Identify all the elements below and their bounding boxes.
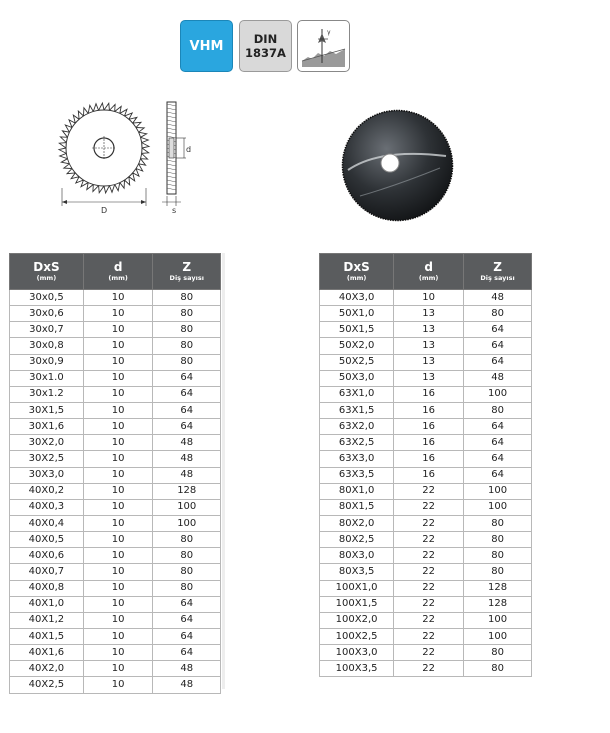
table-row — [10, 564, 221, 580]
table-row — [320, 645, 532, 661]
cell-d: 10 — [83, 661, 153, 677]
cell-dxs: 40X0,2 — [10, 483, 84, 499]
table-row — [10, 338, 221, 354]
din-label-line2: 1837A — [245, 46, 286, 60]
cell-dxs: 80X1,5 — [320, 499, 394, 515]
cell-d: 10 — [83, 532, 153, 548]
header-dxs-label: DxS — [343, 259, 370, 274]
table-row — [320, 467, 532, 483]
cell-z: 128 — [153, 483, 221, 499]
header-z — [464, 254, 532, 290]
header-dxs-unit: (mm) — [36, 273, 57, 282]
table-row — [10, 386, 221, 402]
header-d-label: d — [424, 259, 433, 274]
cell-dxs: 40X0,8 — [10, 580, 84, 596]
table-row — [320, 596, 532, 612]
table-shadow — [222, 253, 225, 689]
table-row — [320, 483, 532, 499]
cell-d: 10 — [83, 354, 153, 370]
cell-dxs: 30x0,7 — [10, 322, 84, 338]
cell-dxs: 30X3,0 — [10, 467, 84, 483]
cell-z: 64 — [153, 419, 221, 435]
cell-d: 22 — [394, 596, 464, 612]
cell-dxs: 100X2,5 — [320, 628, 394, 644]
table-row — [10, 483, 221, 499]
cell-z: 48 — [153, 467, 221, 483]
cell-d: 22 — [394, 483, 464, 499]
header-dxs — [10, 254, 84, 290]
cell-dxs: 100X3,0 — [320, 645, 394, 661]
table-row — [10, 580, 221, 596]
cell-z: 80 — [464, 661, 532, 677]
drawing-label-D: D — [101, 206, 108, 215]
cell-z: 48 — [153, 661, 221, 677]
cell-d: 10 — [83, 499, 153, 515]
table-row — [10, 435, 221, 451]
cell-dxs: 40X1,5 — [10, 628, 84, 644]
cell-z: 100 — [464, 386, 532, 402]
circular-saw-blade-photo — [340, 108, 455, 223]
cell-dxs: 40X3,0 — [320, 290, 394, 306]
table-row — [320, 322, 532, 338]
cell-z: 80 — [153, 580, 221, 596]
table-row — [10, 677, 221, 693]
drawing-label-d: d — [186, 145, 192, 154]
cell-z: 80 — [464, 306, 532, 322]
cell-z: 80 — [464, 515, 532, 531]
table-row — [10, 354, 221, 370]
cell-dxs: 50X1,0 — [320, 306, 394, 322]
cell-dxs: 40X0,6 — [10, 548, 84, 564]
table-row — [320, 306, 532, 322]
cell-z: 100 — [464, 483, 532, 499]
table-row — [10, 612, 221, 628]
cell-dxs: 50X1,5 — [320, 322, 394, 338]
cell-z: 64 — [464, 451, 532, 467]
cell-d: 10 — [83, 322, 153, 338]
cell-z: 128 — [464, 580, 532, 596]
cell-d: 10 — [83, 677, 153, 693]
cell-d: 16 — [394, 451, 464, 467]
cell-d: 22 — [394, 532, 464, 548]
table-row — [320, 402, 532, 418]
table-row — [320, 628, 532, 644]
table-row — [320, 451, 532, 467]
table-row — [10, 290, 221, 306]
cell-dxs: 40X1,2 — [10, 612, 84, 628]
cell-z: 64 — [153, 628, 221, 644]
header-z-unit: Diş sayısı — [169, 273, 204, 282]
saw-cutting-icon — [297, 20, 350, 72]
table-row — [10, 419, 221, 435]
cell-z: 48 — [153, 677, 221, 693]
table-row — [320, 564, 532, 580]
cell-d: 10 — [83, 435, 153, 451]
cell-dxs: 80X1,0 — [320, 483, 394, 499]
table-row — [10, 322, 221, 338]
cell-dxs: 40X0,4 — [10, 515, 84, 531]
cell-z: 80 — [153, 338, 221, 354]
cell-dxs: 63X3,5 — [320, 467, 394, 483]
table-row — [10, 548, 221, 564]
cell-z: 64 — [153, 386, 221, 402]
cell-d: 13 — [394, 354, 464, 370]
cell-dxs: 63X1,5 — [320, 402, 394, 418]
header-z-label: Z — [182, 259, 192, 274]
cell-d: 22 — [394, 612, 464, 628]
table-row — [320, 290, 532, 306]
cell-d: 10 — [83, 580, 153, 596]
cell-z: 100 — [153, 515, 221, 531]
cell-z: 64 — [464, 322, 532, 338]
cell-d: 22 — [394, 661, 464, 677]
cell-z: 64 — [153, 596, 221, 612]
header-z-label: Z — [493, 259, 502, 274]
table-row — [10, 402, 221, 418]
cell-dxs: 100X1,5 — [320, 596, 394, 612]
cell-d: 10 — [83, 290, 153, 306]
cell-z: 80 — [153, 322, 221, 338]
spec-table-right — [319, 253, 532, 677]
table-row — [10, 515, 221, 531]
cell-dxs: 30x1.0 — [10, 370, 84, 386]
cell-d: 13 — [394, 338, 464, 354]
table-row — [320, 661, 532, 677]
cell-z: 80 — [464, 402, 532, 418]
cell-d: 22 — [394, 515, 464, 531]
table-row — [10, 467, 221, 483]
cell-z: 64 — [464, 354, 532, 370]
cell-dxs: 63X2,5 — [320, 435, 394, 451]
table-row — [320, 435, 532, 451]
cell-dxs: 50X3,0 — [320, 370, 394, 386]
table-row — [320, 499, 532, 515]
cell-d: 10 — [83, 338, 153, 354]
cell-z: 48 — [464, 370, 532, 386]
table-row — [320, 580, 532, 596]
cell-z: 64 — [464, 435, 532, 451]
cell-dxs: 40X0,5 — [10, 532, 84, 548]
saw-blade-drawing — [52, 96, 202, 218]
vhm-label: VHM — [189, 38, 224, 54]
cell-dxs: 30x1.2 — [10, 386, 84, 402]
table-row — [10, 499, 221, 515]
header-d — [83, 254, 153, 290]
cell-dxs: 40X0,3 — [10, 499, 84, 515]
cell-dxs: 63X2,0 — [320, 419, 394, 435]
table-row — [10, 306, 221, 322]
header-d-unit: (mm) — [108, 273, 128, 282]
table-row — [10, 628, 221, 644]
cell-d: 22 — [394, 645, 464, 661]
cell-z: 100 — [464, 612, 532, 628]
cell-z: 64 — [153, 645, 221, 661]
table-row — [10, 370, 221, 386]
cell-z: 80 — [464, 532, 532, 548]
cell-z: 80 — [153, 306, 221, 322]
cell-z: 64 — [464, 419, 532, 435]
svg-text:γ: γ — [327, 29, 331, 36]
cell-dxs: 80X3,0 — [320, 548, 394, 564]
drawing-label-s: s — [172, 206, 177, 215]
cell-dxs: 40X1,6 — [10, 645, 84, 661]
cell-dxs: 30X1,6 — [10, 419, 84, 435]
cell-z: 80 — [153, 354, 221, 370]
cell-z: 80 — [153, 290, 221, 306]
cell-dxs: 80X2,0 — [320, 515, 394, 531]
cell-z: 80 — [464, 645, 532, 661]
cell-d: 16 — [394, 435, 464, 451]
cell-d: 10 — [83, 612, 153, 628]
din-badge — [239, 20, 292, 72]
cell-d: 22 — [394, 548, 464, 564]
cell-z: 64 — [153, 402, 221, 418]
cell-dxs: 40X2,0 — [10, 661, 84, 677]
cell-d: 10 — [83, 451, 153, 467]
cell-d: 10 — [83, 645, 153, 661]
cell-d: 10 — [83, 419, 153, 435]
table-row — [10, 596, 221, 612]
vhm-badge — [180, 20, 233, 72]
cell-z: 80 — [153, 564, 221, 580]
cell-d: 10 — [83, 596, 153, 612]
cell-d: 13 — [394, 370, 464, 386]
cell-d: 22 — [394, 628, 464, 644]
header-z-unit: Diş sayısı — [480, 273, 515, 282]
table-row — [10, 451, 221, 467]
cell-d: 10 — [83, 483, 153, 499]
table-row — [320, 532, 532, 548]
table-row — [320, 386, 532, 402]
cell-d: 13 — [394, 306, 464, 322]
cell-d: 22 — [394, 499, 464, 515]
header-d — [394, 254, 464, 290]
cell-d: 10 — [394, 290, 464, 306]
cell-dxs: 40X0,7 — [10, 564, 84, 580]
cell-dxs: 80X2,5 — [320, 532, 394, 548]
cell-dxs: 100X2,0 — [320, 612, 394, 628]
table-row — [10, 661, 221, 677]
cell-z: 128 — [464, 596, 532, 612]
table-row — [320, 370, 532, 386]
cell-d: 13 — [394, 322, 464, 338]
table-row — [320, 419, 532, 435]
cell-z: 100 — [153, 499, 221, 515]
cell-d: 10 — [83, 467, 153, 483]
header-dxs — [320, 254, 394, 290]
cell-z: 100 — [464, 499, 532, 515]
cell-z: 48 — [153, 451, 221, 467]
header-dxs-label: DxS — [33, 259, 60, 274]
din-label-line1: DIN — [253, 32, 278, 46]
cell-d: 16 — [394, 402, 464, 418]
cell-d: 16 — [394, 467, 464, 483]
cell-z: 64 — [153, 370, 221, 386]
cell-dxs: 30X2,5 — [10, 451, 84, 467]
cell-d: 16 — [394, 386, 464, 402]
header-d-label: d — [113, 259, 123, 274]
cell-z: 48 — [153, 435, 221, 451]
header-d-unit: (mm) — [418, 273, 439, 282]
cell-d: 10 — [83, 515, 153, 531]
table-row — [10, 645, 221, 661]
cell-z: 80 — [153, 548, 221, 564]
header-dxs-unit: (mm) — [346, 273, 367, 282]
table-header-row — [320, 254, 532, 290]
cell-dxs: 40X1,0 — [10, 596, 84, 612]
cell-d: 10 — [83, 548, 153, 564]
cell-z: 80 — [464, 548, 532, 564]
cell-d: 10 — [83, 386, 153, 402]
table-row — [320, 515, 532, 531]
cell-dxs: 50X2,5 — [320, 354, 394, 370]
cell-d: 10 — [83, 402, 153, 418]
cell-d: 10 — [83, 628, 153, 644]
cell-z: 64 — [153, 612, 221, 628]
cell-dxs: 63X1,0 — [320, 386, 394, 402]
cell-dxs: 30x0,9 — [10, 354, 84, 370]
cell-d: 10 — [83, 370, 153, 386]
cell-dxs: 100X1,0 — [320, 580, 394, 596]
cell-z: 48 — [464, 290, 532, 306]
cell-dxs: 30x0,6 — [10, 306, 84, 322]
cell-d: 10 — [83, 306, 153, 322]
cell-dxs: 40X2,5 — [10, 677, 84, 693]
table-row — [320, 548, 532, 564]
cell-dxs: 30X2,0 — [10, 435, 84, 451]
spec-table-left — [9, 253, 221, 694]
cell-d: 22 — [394, 580, 464, 596]
table-row — [320, 338, 532, 354]
cell-dxs: 63X3,0 — [320, 451, 394, 467]
cell-dxs: 30X1,5 — [10, 402, 84, 418]
table-header-row — [10, 254, 221, 290]
cell-z: 80 — [153, 532, 221, 548]
cell-dxs: 30x0,5 — [10, 290, 84, 306]
cell-d: 16 — [394, 419, 464, 435]
cell-z: 100 — [464, 628, 532, 644]
table-row — [10, 532, 221, 548]
table-row — [320, 354, 532, 370]
cell-d: 22 — [394, 564, 464, 580]
cell-dxs: 80X3,5 — [320, 564, 394, 580]
cell-dxs: 50X2,0 — [320, 338, 394, 354]
cell-z: 64 — [464, 338, 532, 354]
cell-d: 10 — [83, 564, 153, 580]
cell-z: 80 — [464, 564, 532, 580]
cell-dxs: 30x0,8 — [10, 338, 84, 354]
cell-dxs: 100X3,5 — [320, 661, 394, 677]
cell-z: 64 — [464, 467, 532, 483]
table-row — [320, 612, 532, 628]
header-z — [153, 254, 221, 290]
